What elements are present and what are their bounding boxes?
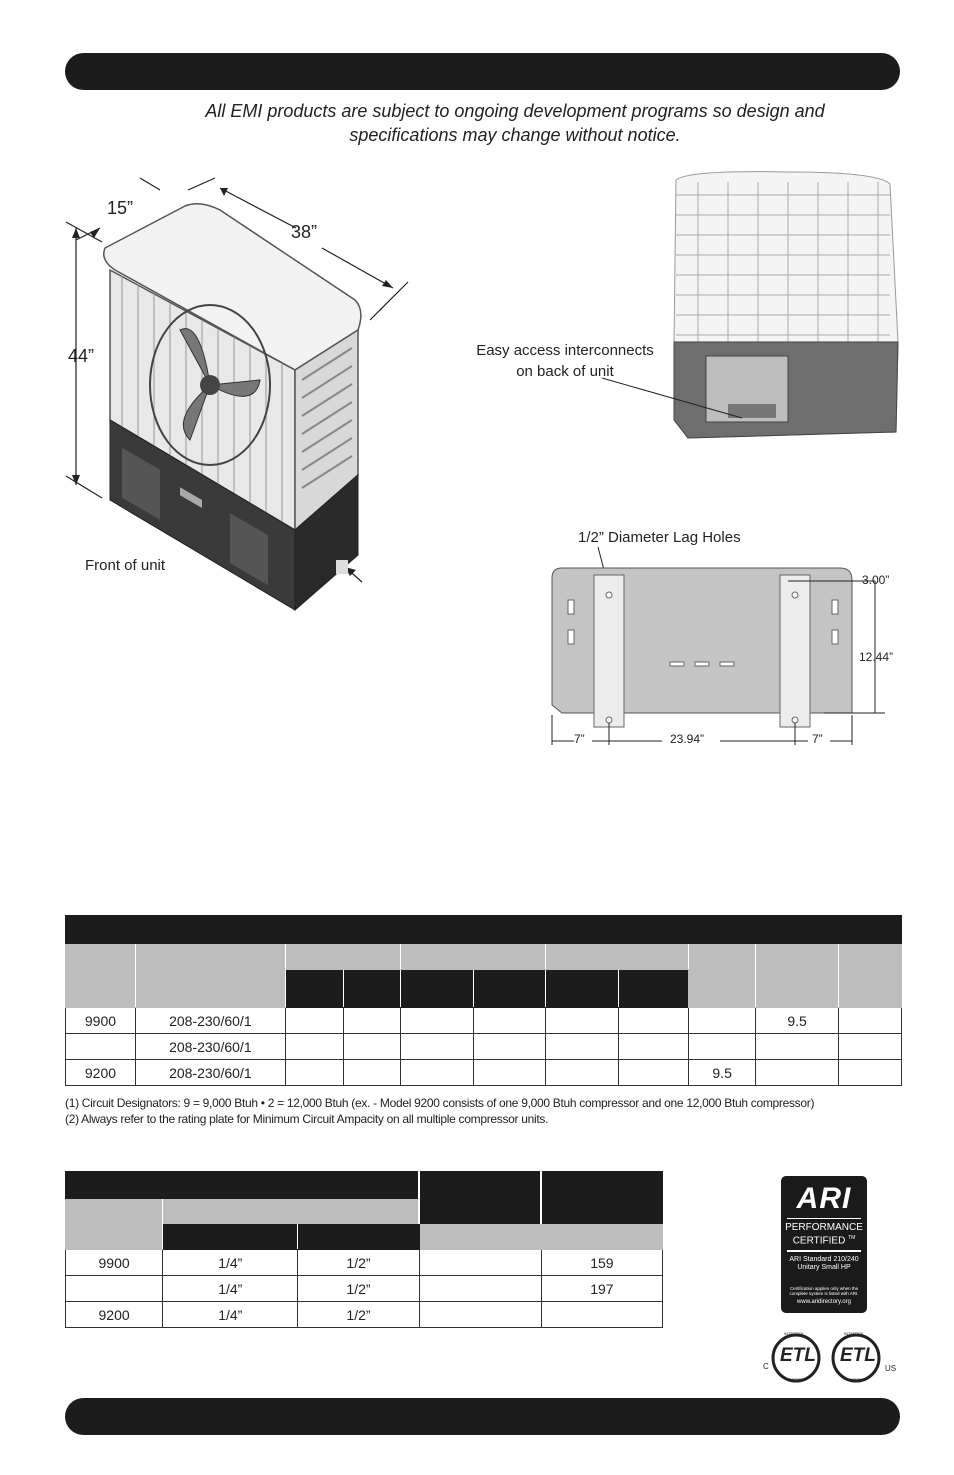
table-cell — [839, 1060, 902, 1086]
table-cell — [343, 1034, 400, 1060]
table-cell: 9900 — [66, 1250, 163, 1276]
table-footnotes: (1) Circuit Designators: 9 = 9,000 Btuh • 2 = 12,000 Btuh (ex. - Model 9200 consists of one 9,000 Btuh compressor and one 12,000 Btuh compressor) (2) Always refer to the rating plate for Minimum Circuit Ampacity on all multiple compressor units. — [65, 1096, 815, 1126]
table-cell — [619, 1034, 689, 1060]
table-cell: 9.5 — [756, 1008, 839, 1034]
ari-logo: ARI — [796, 1182, 852, 1215]
table-cell — [756, 1060, 839, 1086]
table-cell — [473, 1034, 546, 1060]
development-notice: All EMI products are subject to ongoing development programs so design and specifications may change without notice. — [205, 101, 825, 145]
table-cell: 208-230/60/1 — [135, 1008, 285, 1034]
refrigerant-piping-table — [65, 1171, 663, 1328]
table-cell: 9200 — [66, 1060, 136, 1086]
table-cell: 159 — [541, 1250, 662, 1276]
table-cell: 1/4” — [163, 1250, 298, 1276]
table-cell — [343, 1008, 400, 1034]
table-cell: 1/2” — [298, 1276, 419, 1302]
depth-dimension: 15” — [107, 198, 134, 218]
table-cell — [619, 1008, 689, 1034]
table-cell — [285, 1008, 343, 1034]
table-cell — [343, 1060, 400, 1086]
table-cell — [419, 1276, 541, 1302]
table-row — [66, 1302, 663, 1328]
table-row — [66, 1034, 902, 1060]
dimension-center-span: 23.94” — [670, 732, 705, 746]
table-row — [66, 1060, 902, 1086]
dimension-right-offset: 7” — [812, 732, 823, 746]
table-cell — [419, 1250, 541, 1276]
table-cell — [546, 1008, 619, 1034]
table-cell — [285, 1060, 343, 1086]
table-cell: 197 — [541, 1276, 662, 1302]
table-cell — [839, 1034, 902, 1060]
table-cell: 1/2” — [298, 1250, 419, 1276]
dimension-side-span: 12.44” — [859, 650, 894, 664]
piping-title-row — [66, 1172, 663, 1199]
table-cell — [756, 1034, 839, 1060]
table-row — [66, 1008, 902, 1034]
base-plate-drawing — [540, 545, 900, 750]
table-cell: 9200 — [66, 1302, 163, 1328]
table-cell — [66, 1034, 136, 1060]
table-cell — [400, 1034, 473, 1060]
table-cell — [400, 1008, 473, 1034]
etl-mark-us: ETL — [840, 1345, 876, 1366]
interconnect-caption: Easy access interconnects on back of unit — [476, 342, 654, 380]
table-row — [66, 1276, 663, 1302]
table-cell — [473, 1060, 546, 1086]
table-cell — [473, 1008, 546, 1034]
table-cell: 1/2” — [298, 1302, 419, 1328]
table-cell: 1/4” — [163, 1302, 298, 1328]
table-cell — [546, 1060, 619, 1086]
table-cell — [689, 1008, 756, 1034]
table-cell — [541, 1302, 662, 1328]
table-cell: 1/4” — [163, 1276, 298, 1302]
height-dimension: 44” — [68, 346, 95, 366]
electrical-data-table — [65, 915, 902, 1086]
table-cell — [66, 1276, 163, 1302]
table-cell — [689, 1034, 756, 1060]
table-cell: 208-230/60/1 — [135, 1060, 285, 1086]
width-dimension: 38” — [291, 222, 318, 242]
front-unit-caption: Front of unit — [85, 557, 166, 574]
etl-mark-canada: ETL — [780, 1345, 816, 1366]
table-cell — [285, 1034, 343, 1060]
table-cell: 9900 — [66, 1008, 136, 1034]
dimension-top-offset: 3.00” — [862, 573, 890, 587]
ari-certified-badge: ARI PERFORMANCE CERTIFIED ™ ARI Standard 210/240 Unitary Small HP Certification applies only when the complete system is listed with ARI. www.aridirectory.org — [781, 1176, 867, 1313]
table-cell — [546, 1034, 619, 1060]
table-cell: 208-230/60/1 — [135, 1034, 285, 1060]
table-cell — [839, 1008, 902, 1034]
dimension-left-offset: 7” — [574, 732, 585, 746]
table-title-row — [66, 916, 902, 944]
table-header-row — [66, 944, 902, 970]
lag-holes-label: 1/2” Diameter Lag Holes — [578, 529, 741, 546]
table-row — [66, 1250, 663, 1276]
table-cell — [619, 1060, 689, 1086]
table-cell: 9.5 — [689, 1060, 756, 1086]
table-cell — [400, 1060, 473, 1086]
table-cell — [419, 1302, 541, 1328]
